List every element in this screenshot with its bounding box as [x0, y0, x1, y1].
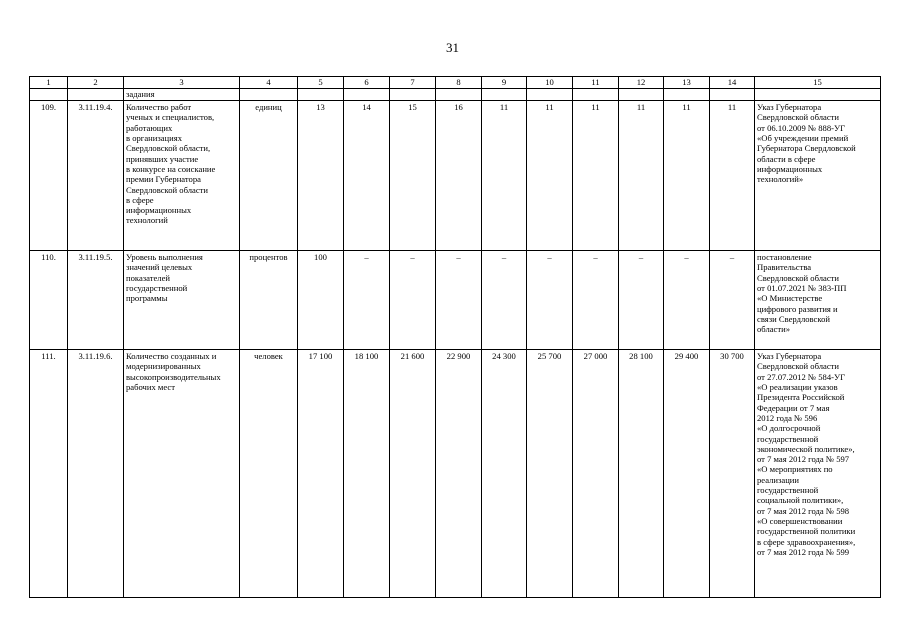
column-header: 3: [124, 77, 240, 89]
legal-basis-line: «О мероприятиях по: [757, 464, 833, 475]
legal-basis-line: Губернатора Свердловской: [757, 143, 856, 154]
target-value: 17 100: [298, 350, 344, 598]
column-header: 11: [573, 77, 619, 89]
empty-cell: [664, 89, 710, 101]
target-value: 16: [436, 101, 482, 251]
indicator-name-line: премии Губернатора: [126, 174, 201, 185]
legal-basis-line: «О реализации указов: [757, 381, 838, 392]
legal-basis-line: от 01.07.2021 № 383-ПП: [757, 282, 847, 293]
indicator-name-line: в сфере: [126, 194, 154, 205]
legal-basis-line: от 7 мая 2012 года № 599: [757, 546, 850, 557]
column-header: 10: [527, 77, 573, 89]
continuation-text: задания: [124, 89, 240, 101]
legal-basis-line: Свердловской области: [757, 112, 840, 123]
indicator-name-line: высокопроизводительных: [126, 371, 221, 382]
indicator-name-line: государственной: [126, 282, 188, 293]
legal-basis: [755, 101, 881, 251]
column-number-row: [30, 77, 881, 89]
empty-cell: [344, 89, 390, 101]
column-header: 2: [68, 77, 124, 89]
legal-basis-line: государственной политики: [757, 526, 856, 537]
legal-basis-line: области»: [757, 324, 791, 335]
column-header: 7: [390, 77, 436, 89]
target-value: –: [482, 251, 527, 350]
legal-basis-line: в сфере здравоохранения»,: [757, 536, 856, 547]
target-value: –: [527, 251, 573, 350]
legal-basis-line: Свердловской области: [757, 361, 840, 372]
empty-cell: [710, 89, 755, 101]
target-value: 24 300: [482, 350, 527, 598]
indicator-name-line: Свердловской области: [126, 184, 209, 195]
legal-basis-line: Свердловской области: [757, 272, 840, 283]
empty-cell: [30, 89, 68, 101]
row-number: 110.: [30, 251, 68, 350]
legal-basis-line: 2012 года № 596: [757, 412, 818, 423]
target-value: 14: [344, 101, 390, 251]
table-row: [30, 350, 881, 598]
target-value: –: [710, 251, 755, 350]
page-number: 31: [446, 40, 459, 55]
column-header: 14: [710, 77, 755, 89]
column-header: 15: [755, 77, 881, 89]
indicator-name-line: в организациях: [126, 132, 182, 143]
indicator-code: 3.11.19.5.: [68, 251, 124, 350]
column-header: 12: [619, 77, 664, 89]
column-header: 4: [240, 77, 298, 89]
legal-basis-line: экономической политике»,: [757, 443, 855, 454]
target-value: 28 100: [619, 350, 664, 598]
empty-cell: [390, 89, 436, 101]
legal-basis-line: от 7 мая 2012 года № 598: [757, 505, 850, 516]
legal-basis-line: Правительства: [757, 262, 812, 273]
column-header: 13: [664, 77, 710, 89]
indicator-name-line: информационных: [126, 205, 192, 216]
unit-of-measure: процентов: [240, 251, 298, 350]
indicator-name-line: в конкурсе на соискание: [126, 163, 216, 174]
target-value: 22 900: [436, 350, 482, 598]
legal-basis-line: постановление: [757, 252, 812, 262]
target-value: –: [619, 251, 664, 350]
unit-of-measure: человек: [240, 350, 298, 598]
target-value: –: [664, 251, 710, 350]
column-header: 6: [344, 77, 390, 89]
empty-cell: [298, 89, 344, 101]
indicator-name: [124, 251, 240, 350]
legal-basis-line: от 06.10.2009 № 888-УГ: [757, 122, 846, 133]
legal-basis: [755, 251, 881, 350]
indicator-name-line: ученых и специалистов,: [126, 112, 215, 123]
legal-basis-line: от 7 мая 2012 года № 597: [757, 454, 850, 465]
empty-cell: [619, 89, 664, 101]
target-value: 29 400: [664, 350, 710, 598]
indicator-name-line: модернизированных: [126, 361, 201, 372]
target-value: 18 100: [344, 350, 390, 598]
legal-basis: [755, 350, 881, 598]
column-header: 1: [30, 77, 68, 89]
empty-cell: [436, 89, 482, 101]
legal-basis-line: информационных: [757, 163, 823, 174]
target-value: 11: [527, 101, 573, 251]
target-value: –: [344, 251, 390, 350]
legal-basis-line: области в сфере: [757, 153, 816, 164]
column-header: 8: [436, 77, 482, 89]
indicator-name-line: показателей: [126, 272, 171, 283]
indicator-name-line: Уровень выполнения: [126, 252, 203, 262]
indicator-name-line: принявших участие: [126, 153, 199, 164]
continuation-row: [30, 89, 881, 101]
indicator-code: 3.11.19.6.: [68, 350, 124, 598]
target-value: 11: [664, 101, 710, 251]
column-header: 9: [482, 77, 527, 89]
legal-basis-line: Указ Губернатора: [757, 102, 822, 112]
legal-basis-line: социальной политики»,: [757, 495, 844, 506]
row-number: 109.: [30, 101, 68, 251]
indicator-name-line: технологий: [126, 215, 168, 226]
target-value: –: [436, 251, 482, 350]
target-value: –: [390, 251, 436, 350]
unit-of-measure: единиц: [240, 101, 298, 251]
indicator-name-line: Свердловской области,: [126, 143, 211, 154]
empty-cell: [482, 89, 527, 101]
legal-basis-line: связи Свердловской: [757, 313, 831, 324]
legal-basis-line: Федерации от 7 мая: [757, 402, 830, 413]
target-value: 13: [298, 101, 344, 251]
indicator-name-line: рабочих мест: [126, 381, 175, 392]
target-value: 100: [298, 251, 344, 350]
indicator-name-line: значений целевых: [126, 262, 193, 273]
legal-basis-line: «О Министерстве: [757, 293, 823, 304]
indicator-name-line: работающих: [126, 122, 173, 133]
legal-basis-line: реализации: [757, 474, 799, 485]
indicator-name-line: программы: [126, 293, 168, 304]
target-value: 11: [619, 101, 664, 251]
target-value: –: [573, 251, 619, 350]
indicator-name-line: Количество созданных и: [126, 351, 217, 361]
empty-cell: [527, 89, 573, 101]
legal-basis-line: «Об учреждении премий: [757, 132, 849, 143]
target-value: 30 700: [710, 350, 755, 598]
empty-cell: [68, 89, 124, 101]
legal-basis-line: Президента Российской: [757, 392, 845, 403]
target-value: 11: [482, 101, 527, 251]
empty-cell: [240, 89, 298, 101]
target-value: 27 000: [573, 350, 619, 598]
legal-basis-line: государственной: [757, 485, 819, 496]
legal-basis-line: государственной: [757, 433, 819, 444]
indicator-code: 3.11.19.4.: [68, 101, 124, 251]
indicator-name: [124, 350, 240, 598]
indicator-name-line: Количество работ: [126, 102, 192, 112]
target-value: 21 600: [390, 350, 436, 598]
empty-cell: [573, 89, 619, 101]
table-row: [30, 101, 881, 251]
empty-cell: [755, 89, 881, 101]
legal-basis-line: технологий»: [757, 174, 804, 185]
target-value: 11: [573, 101, 619, 251]
legal-basis-line: Указ Губернатора: [757, 351, 822, 361]
legal-basis-line: «О долгосрочной: [757, 423, 821, 434]
legal-basis-line: «О совершенствовании: [757, 516, 843, 526]
legal-basis-line: цифрового развития и: [757, 303, 838, 314]
legal-basis-line: от 27.07.2012 № 584-УГ: [757, 371, 846, 382]
indicators-table: [29, 76, 881, 598]
table-row: [30, 251, 881, 350]
indicator-name: [124, 101, 240, 251]
row-number: 111.: [30, 350, 68, 598]
target-value: 25 700: [527, 350, 573, 598]
column-header: 5: [298, 77, 344, 89]
target-value: 15: [390, 101, 436, 251]
target-value: 11: [710, 101, 755, 251]
